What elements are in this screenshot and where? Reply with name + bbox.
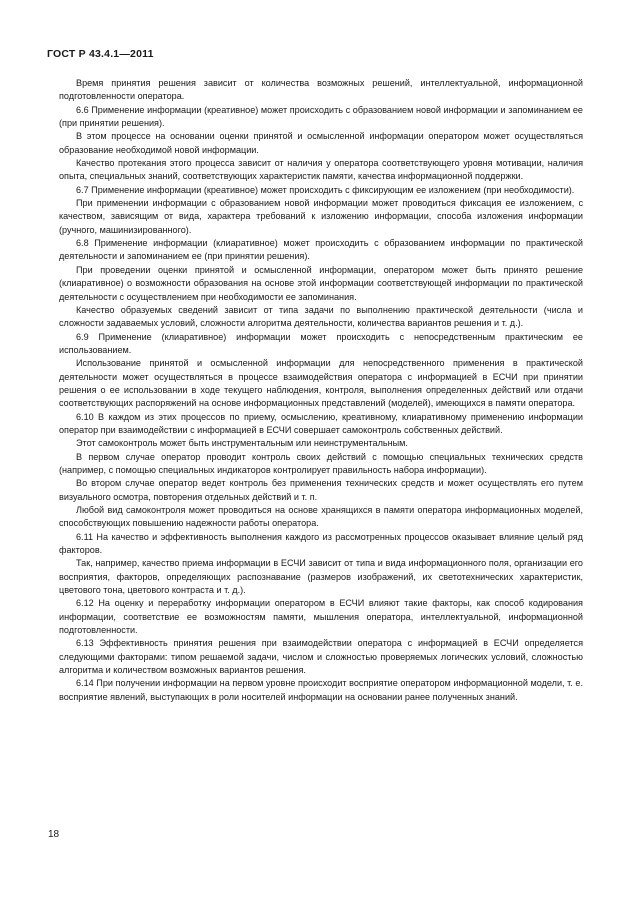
- paragraph: При применении информации с образованием новой информации может проводиться фиксация ее изложением, с качеством, зависящим от вида, характера требований к изложению информации, способа изложения информации (ручного, машинизированного).: [59, 198, 583, 235]
- paragraph: Любой вид самоконтроля может проводиться на основе хранящихся в памяти оператора информационных моделей, способствующих повышению надежности работы оператора.: [59, 505, 583, 529]
- paragraph: 6.8 Применение информации (клиаративное) может происходить с образованием информации по практической деятельности и запоминанием ее (при принятии решения).: [59, 238, 583, 262]
- paragraph: 6.11 На качество и эффективность выполнения каждого из рассмотренных процессов оказывает влияние целый ряд факторов.: [59, 531, 583, 556]
- page-number: 18: [48, 829, 60, 840]
- paragraph: 6.9 Применение (клиаративное) информации может происходить с непосредственным практическим ее использованием.: [59, 331, 583, 355]
- document-body: [59, 77, 583, 704]
- paragraph: В этом процессе на основании оценки принятой и осмысленной информации оператором может осуществляться образование необходимой новой информации.: [59, 131, 583, 155]
- paragraph: Качество образуемых сведений зависит от типа задачи по выполнению практической деятельности (числа и сложности задаваемых условий, сложности алгоритма деятельности, количества вариантов решения и т. д.).: [59, 304, 583, 329]
- paragraph: 6.13 Эффективность принятия решения при взаимодействии оператора с информацией в ЕСЧИ определяется следующими факторами: типом решаемой задачи, числом и сложностью проверяемых логических условий, сложностью алгоритма и количеством возможных вариантов решения.: [59, 638, 583, 676]
- paragraph: Использование принятой и осмысленной информации для непосредственного применения в практической деятельности может осуществляться в процессе взаимодействия оператора с информацией в ЕСЧИ при принятии решения о ее использовании в ходе текущего наблюдения, контроля, выполнения определенных действий или отдачи соответствующих распоряжений на основе информационных представлений (моделей), имеющихся в памяти оператора.: [59, 358, 583, 409]
- paragraph: При проведении оценки принятой и осмысленной информации, оператором может быть принято решение (клиаративное) о возможности образования на основе этой информации соответствующей информации по практической деятельности с осуществлением при необходимости ее запоминания.: [59, 264, 583, 302]
- paragraph: 6.6 Применение информации (креативное) может происходить с образованием новой информации и запоминанием ее (при принятии решения).: [59, 104, 583, 129]
- paragraph: 6.7 Применение информации (креативное) может происходить с фиксирующим ее изложением (при необходимости).: [76, 184, 575, 195]
- paragraph: 6.10 В каждом из этих процессов по приему, осмыслению, креативному, клиаративному применению информации оператор при взаимодействии с информацией в ЕСЧИ совершает самоконтроль собственных действий.: [59, 411, 583, 435]
- paragraph: 6.12 На оценку и переработку информации оператором в ЕСЧИ влияют такие факторы, как способ кодирования информации, соответствие ее возможностям памяти, мышления оператора, интеллектуальной, информационной подготовленности.: [59, 598, 583, 636]
- document-header: ГОСТ Р 43.4.1—2011: [47, 48, 154, 60]
- paragraph: Качество протекания этого процесса зависит от наличия у оператора соответствующего уровня мотивации, наличия опыта, специальных знаний, соответствующих характеристик памяти, качества информационной поддержки.: [59, 158, 583, 182]
- paragraph: Этот самоконтроль может быть инструментальным или неинструментальным.: [76, 438, 408, 449]
- paragraph: Время принятия решения зависит от количества возможных решений, интеллектуальной, информационной подготовленности оператора.: [59, 78, 583, 102]
- paragraph: Так, например, качество приема информации в ЕСЧИ зависит от типа и вида информационного поля, организации его восприятия, факторов, определяющих распознавание (размеров изображений, их светотехнических характеристик, цветового тона, цветового контраста и т. д.).: [59, 558, 583, 596]
- paragraph: Во втором случае оператор ведет контроль без применения технических средств и может осуществлять его путем визуального осмотра, повторения отдельных действий и т. п.: [59, 478, 583, 502]
- paragraph: 6.14 При получении информации на первом уровне происходит восприятие оператором информационной модели, т. е. восприятие явлений, выступающих в роли носителей информации на основании ранее полученных знаний.: [59, 678, 583, 702]
- paragraph: В первом случае оператор проводит контроль своих действий с помощью специальных технических средств (например, с помощью специальных индикаторов контролирует правильность набора информации).: [59, 451, 583, 475]
